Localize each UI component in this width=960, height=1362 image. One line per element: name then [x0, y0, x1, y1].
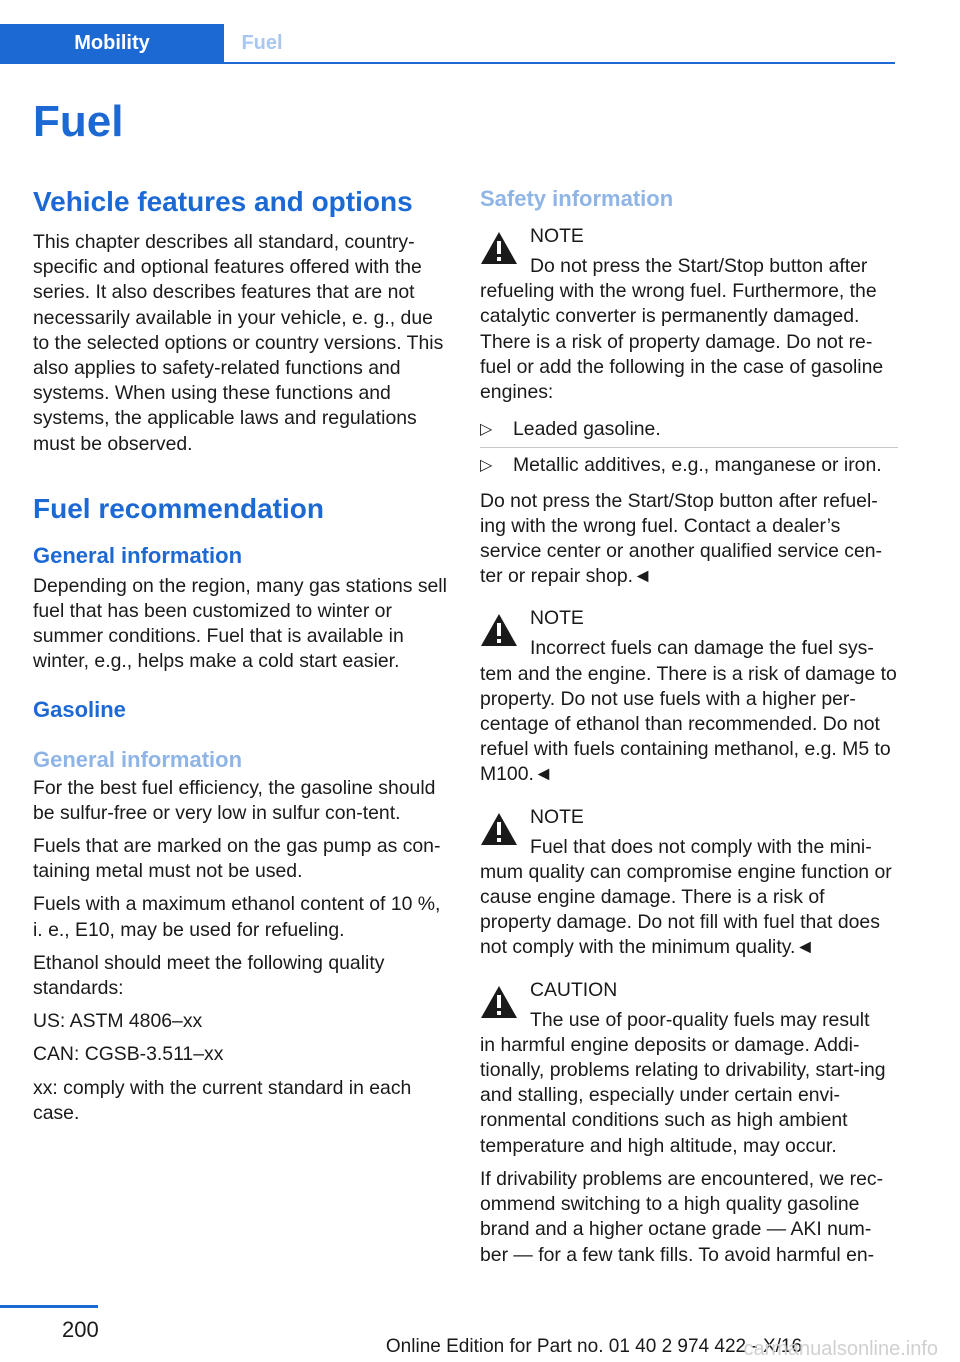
note-block — [480, 605, 898, 787]
gasoline-paragraph: Fuels with a maximum ethanol content of 10 %, i. e., E10, may be used for refueling. — [33, 893, 441, 941]
list-item — [480, 412, 898, 448]
note-text: tem and the engine. There is a risk of damage to property. Do not use fuels with a higher per-centage of ethanol than recommended. Do not refuel with fuels containing methanol, e.g. M5 to M100.◄ — [480, 662, 897, 786]
caution-label: CAUTION — [530, 978, 618, 1001]
page-number: 200 — [62, 1317, 99, 1342]
warning-triangle-icon — [480, 985, 518, 1019]
note-label: NOTE — [530, 225, 584, 247]
gasoline-paragraph: Ethanol should meet the following quality standards: — [33, 951, 385, 1000]
caution-text: in harmful engine deposits or damage. Addi-tionally, problems relating to drivability, start-ing and stalling, especially under certain envi-ronmental conditions such as high ambient temperature and high altitude, may occur. — [480, 1033, 886, 1157]
after-list-text: Do not press the Start/Stop button after refuel-ing with the wrong fuel. Contact a dealer’s service center or another qualified service cen-ter or repair shop.◄ — [480, 489, 883, 588]
note-label: NOTE — [530, 805, 584, 828]
list-item-text: Metallic additives, e.g., manganese or iron. — [513, 454, 882, 477]
caution-block — [480, 977, 898, 1159]
note-text: refueling with the wrong fuel. Furthermore, the catalytic converter is permanently damaged. There is a risk of property damage. Do not re-fuel or add the following in the case of gasoline engines: — [480, 280, 884, 404]
vehicle-features-text: This chapter describes all standard, country-specific and optional features offered with the series. It also describes features that are not necessarily available in your vehicle, e. g., due to the selected options or country versions. This also applies to safety-related functions and systems. When using these functions and systems, the applicable laws and regulations must be observed. — [33, 231, 444, 455]
gasoline-paragraph: Fuels that are marked on the gas pump as con-taining metal must not be used. — [33, 835, 441, 883]
ethanol-standard-can: CAN: CGSB-3.511–xx — [33, 1043, 224, 1066]
list-item-text: Leaded gasoline. — [513, 418, 661, 441]
fuel-recommendation-heading: Fuel recommendation — [33, 492, 324, 524]
triangle-bullet-icon: ▷ — [480, 457, 493, 475]
warning-triangle-icon — [480, 231, 518, 265]
warning-triangle-icon — [480, 613, 518, 647]
note-block — [480, 223, 898, 405]
tab-mobility: Mobility — [0, 24, 224, 62]
warning-triangle-icon — [480, 812, 518, 846]
left-column — [33, 184, 448, 1126]
tab-fuel: Fuel — [241, 32, 283, 54]
note-block — [480, 804, 898, 961]
prohibited-fuel-list — [480, 412, 898, 483]
edition-text: Online Edition for Part no. 01 40 2 974 422 - X/16 — [385, 1336, 803, 1357]
note-text: Fuel that does not comply with the mini- — [530, 835, 872, 858]
caution-text: The use of poor-quality fuels may result — [530, 1008, 870, 1031]
safety-information-heading: Safety information — [480, 186, 674, 211]
watermark: carmanualsonline.info — [743, 1338, 938, 1360]
gasoline-general-information-heading: General information — [33, 746, 243, 772]
general-information-text: Depending on the region, many gas stations sell fuel that has been customized to winter or summer conditions. Fuel that is available in winter, e.g., helps make a cold start easier. — [33, 574, 447, 673]
header-tab-bar — [0, 24, 895, 64]
note-label: NOTE — [530, 607, 584, 630]
gasoline-paragraph: For the best fuel efficiency, the gasoline should be sulfur-free or very low in sulfur con-tent. — [33, 776, 436, 824]
general-information-heading: General information — [33, 542, 243, 568]
triangle-bullet-icon: ▷ — [480, 421, 493, 439]
page-title: Fuel — [33, 97, 124, 146]
note-text: Do not press the Start/Stop button after — [530, 255, 868, 277]
drivability-text: If drivability problems are encountered, we rec-ommend switching to a high quality gasoline brand and a higher octane grade — AKI num-ber — for a few tank fills. To avoid harmful en- — [480, 1167, 884, 1266]
footer-rule — [0, 1305, 98, 1308]
gasoline-paragraph: xx: comply with the current standard in each case. — [33, 1076, 412, 1124]
ethanol-standard-us: US: ASTM 4806–xx — [33, 1010, 203, 1033]
list-item — [480, 448, 898, 483]
right-column — [480, 184, 898, 1268]
vehicle-features-heading: Vehicle features and options — [33, 186, 413, 217]
gasoline-heading: Gasoline — [33, 696, 126, 722]
note-text: mum quality can compromise engine function or cause engine damage. There is a risk of property damage. Do not fill with fuel that does not comply with the minimum quality.◄ — [480, 860, 892, 959]
note-text: Incorrect fuels can damage the fuel sys- — [530, 637, 874, 660]
